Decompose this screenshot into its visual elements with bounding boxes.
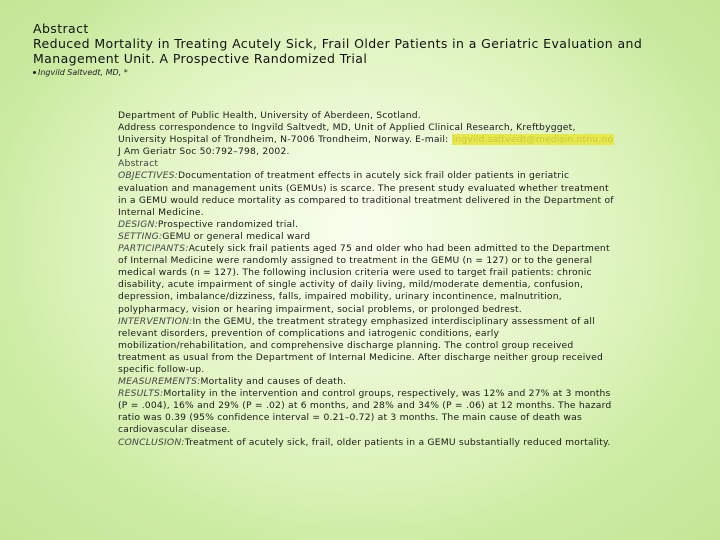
abstract-body: [118, 110, 618, 449]
section-measurements: [118, 376, 618, 388]
abstract-subheading: Abstract: [118, 158, 159, 170]
section-text: Mortality in the intervention and control groups, respectively, was 12% and 27% at 3 months (P = .004), 16% and 29% (P = .02) at 6 months, and 28% and 34% (P = .06) at 12 months. The hazard ratio was 0.39 (95% confidence interval = 0.21–0.72) at 3 months. The main cause of death was cardiovascular disease.: [118, 388, 612, 436]
citation: J Am Geriatr Soc 50:792–798, 2002.: [118, 146, 290, 158]
section-text: Treatment of acutely sick, frail, older patients in a GEMU substantially reduced mortality.: [184, 436, 611, 448]
section-participants: [118, 243, 618, 316]
article-title: Reduced Mortality in Treating Acutely Sick, Frail Older Patients in a Geriatric Evaluation and Management Unit. A Prospective Randomized Trial: [33, 36, 643, 66]
correspondence: [118, 122, 618, 146]
section-text: Documentation of treatment effects in acutely sick frail older patients in geriatric evaluation and management units (GEMUs) is scarce. The present study evaluated whether treatment in a GEMU would reduce mortality as compared to traditional treatment delivered in the Department of Internal Medicine.: [118, 170, 614, 218]
section-text: Acutely sick frail patients aged 75 and older who had been admitted to the Department of Internal Medicine were randomly assigned to treatment in the GEMU (n = 127) or to the general medical wards (n = 127). The following inclusion criteria were used to target frail patients: chronic disability, acute impairment of single activity of daily living, mild/moderate dementia, confusion, depression, imbalance/dizziness, falls, impaired mobility, urinary incontinence, malnutrition, polypharmacy, vision or hearing impairment, social problems, or prolonged bedrest.: [118, 243, 610, 315]
bullet-icon: [33, 71, 36, 74]
section-label: MEASUREMENTS:: [118, 376, 201, 388]
email-link[interactable]: ingvild.saltvedt@medisin.ntnu.no: [452, 134, 614, 146]
author-name: Ingvild Saltvedt, MD, *: [38, 68, 128, 77]
section-label: SETTING:: [118, 230, 163, 242]
section-setting: [118, 231, 618, 243]
section-label: DESIGN:: [118, 218, 158, 230]
section-label: OBJECTIVES:: [118, 170, 179, 182]
correspondence-text: Address correspondence to Ingvild Saltvedt, MD, Unit of Applied Clinical Research, Kreftbygget, University Hospital of Trondheim, N-7006 Trondheim, Norway. E-mail:: [118, 122, 576, 146]
author-line: [33, 67, 703, 78]
section-text: Prospective randomized trial.: [157, 218, 299, 230]
section-conclusion: [118, 437, 618, 449]
section-label: CONCLUSION:: [118, 436, 185, 448]
section-text: In the GEMU, the treatment strategy emphasized interdisciplinary assessment of all relevant disorders, prevention of complications and iatrogenic conditions, early mobilization/rehabilitation, and comprehensive discharge planning. The control group received treatment as usual from the Department of Internal Medicine. After discharge neither group received specific follow-up.: [118, 315, 603, 375]
section-results: [118, 388, 618, 436]
section-intervention: [118, 316, 618, 376]
section-label: PARTICIPANTS:: [118, 243, 189, 255]
section-text: Mortality and causes of death.: [200, 376, 347, 388]
title-block: [33, 21, 703, 78]
affiliation: Department of Public Health, University of Aberdeen, Scotland.: [118, 110, 421, 121]
section-objectives: [118, 170, 618, 218]
section-design: [118, 219, 618, 231]
abstract-heading: Abstract: [33, 21, 89, 36]
section-text: GEMU or general medical ward: [162, 230, 311, 242]
section-label: RESULTS:: [118, 388, 164, 400]
section-label: INTERVENTION:: [118, 315, 193, 327]
